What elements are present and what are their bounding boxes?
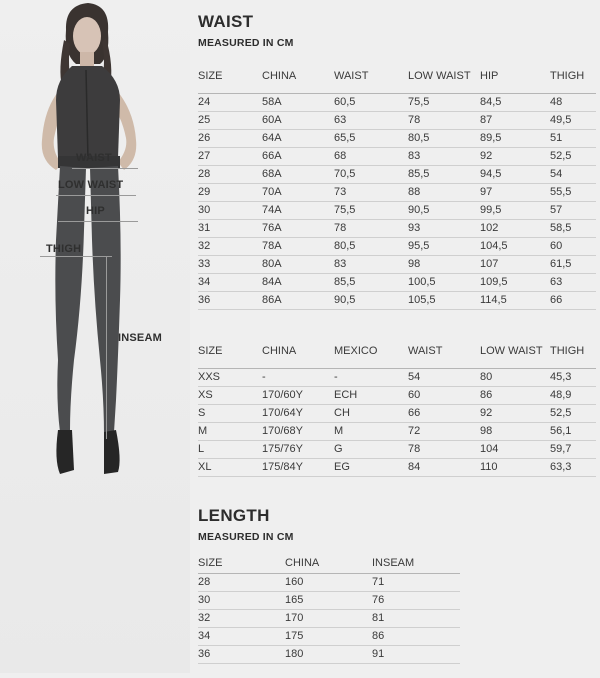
inseam-figure-label: INSEAM [118,332,162,344]
thigh-line [40,256,112,257]
table-cell: 31 [198,219,262,237]
table-row [198,645,460,663]
thigh-figure-label: THIGH [46,243,82,255]
table-cell: 86A [262,291,334,309]
table-row [198,111,596,129]
table-cell: 109,5 [480,273,550,291]
column-header: SIZE [198,553,285,573]
table-cell: 24 [198,93,262,111]
table-header-row [198,60,596,93]
table-cell: 75,5 [408,93,480,111]
table-cell: 58,5 [550,219,596,237]
table-cell: 48,9 [550,386,596,404]
table-cell: 27 [198,147,262,165]
column-header: WAIST [408,334,480,368]
table-cell: 36 [198,291,262,309]
table-cell: 64A [262,129,334,147]
table-cell: 80A [262,255,334,273]
table-cell: M [334,422,408,440]
column-header: WAIST [334,60,408,93]
table-cell: 70,5 [334,165,408,183]
table-cell: 90,5 [408,201,480,219]
table-cell: 33 [198,255,262,273]
table-cell: 54 [550,165,596,183]
column-header: THIGH [550,60,596,93]
table-cell: 102 [480,219,550,237]
table-cell: 72 [408,422,480,440]
table-row [198,219,596,237]
table-cell: 58A [262,93,334,111]
table-row [198,93,596,111]
table-cell: 104 [480,440,550,458]
table-header-row [198,553,460,573]
table-cell: 83 [408,147,480,165]
table-cell: 61,5 [550,255,596,273]
table-cell: 36 [198,645,285,663]
table-cell: 114,5 [480,291,550,309]
table-cell: 66 [550,291,596,309]
table-row [198,386,596,404]
table-cell: 59,7 [550,440,596,458]
column-header: CHINA [262,334,334,368]
table-cell: 48 [550,93,596,111]
table-cell: EG [334,458,408,476]
size-conversion-table [198,334,596,477]
table-cell: 63 [550,273,596,291]
waist-title: WAIST [198,12,254,31]
table-row [198,291,596,309]
table-cell: 71 [372,573,460,591]
table-cell: 75,5 [334,201,408,219]
waist-table [198,60,596,310]
table-cell: 98 [408,255,480,273]
table-cell: 68A [262,165,334,183]
table-row [198,368,596,386]
table-cell: - [262,368,334,386]
column-header: CHINA [285,553,372,573]
table-cell: 85,5 [408,165,480,183]
table-cell: 49,5 [550,111,596,129]
table-cell: 85,5 [334,273,408,291]
table-cell: M [198,422,262,440]
length-subtitle: MEASURED IN CM [198,531,294,543]
table-cell: 60A [262,111,334,129]
table-cell: 175 [285,627,372,645]
table-cell: 107 [480,255,550,273]
table-cell: 94,5 [480,165,550,183]
table-cell: XXS [198,368,262,386]
table-cell: 60 [408,386,480,404]
table-cell: 56,1 [550,422,596,440]
table-cell: 52,5 [550,404,596,422]
table-cell: 170 [285,609,372,627]
column-header: HIP [480,60,550,93]
table-cell: ECH [334,386,408,404]
table-cell: 110 [480,458,550,476]
table-row [198,183,596,201]
table-cell: 99,5 [480,201,550,219]
table-cell: 86 [372,627,460,645]
table-cell: 89,5 [480,129,550,147]
table-cell: 78 [334,219,408,237]
table-cell: 83 [334,255,408,273]
column-header: CHINA [262,60,334,93]
table-row [198,237,596,255]
table-row [198,147,596,165]
column-header: SIZE [198,60,262,93]
table-cell: 32 [198,237,262,255]
column-header: LOW WAIST [408,60,480,93]
waist-line [72,168,138,169]
table-cell: 63 [334,111,408,129]
table-cell: 170/68Y [262,422,334,440]
table-cell: 76 [372,591,460,609]
table-row [198,573,460,591]
table-row [198,422,596,440]
table-cell: 98 [480,422,550,440]
table-cell: 30 [198,591,285,609]
table-cell: 92 [480,147,550,165]
table-cell: 78A [262,237,334,255]
table-cell: L [198,440,262,458]
table-cell: 57 [550,201,596,219]
table-cell: 95,5 [408,237,480,255]
low-waist-line [56,195,136,196]
table-cell: 84 [408,458,480,476]
column-header: THIGH [550,334,596,368]
table-cell: 54 [408,368,480,386]
low-waist-figure-label: LOW WAIST [58,179,124,191]
table-cell: 63,3 [550,458,596,476]
table-cell: 28 [198,573,285,591]
table-cell: 65,5 [334,129,408,147]
table-cell: G [334,440,408,458]
table-cell: 45,3 [550,368,596,386]
table-cell: 170/64Y [262,404,334,422]
table-cell: 104,5 [480,237,550,255]
table-cell: 87 [480,111,550,129]
table-row [198,129,596,147]
table-cell: 51 [550,129,596,147]
column-header: MEXICO [334,334,408,368]
table-cell: 76A [262,219,334,237]
table-cell: 175/84Y [262,458,334,476]
table-cell: 78 [408,440,480,458]
table-row [198,627,460,645]
column-header: LOW WAIST [480,334,550,368]
table-cell: 84,5 [480,93,550,111]
table-cell: 55,5 [550,183,596,201]
table-cell: 34 [198,273,262,291]
table-cell: 81 [372,609,460,627]
table-cell: 86 [480,386,550,404]
table-cell: 91 [372,645,460,663]
table-cell: 90,5 [334,291,408,309]
table-cell: 88 [408,183,480,201]
table-cell: 80,5 [408,129,480,147]
table-cell: 32 [198,609,285,627]
length-table [198,553,460,664]
table-cell: 165 [285,591,372,609]
table-cell: 25 [198,111,262,129]
table-cell: 34 [198,627,285,645]
table-cell: 52,5 [550,147,596,165]
table-cell: 97 [480,183,550,201]
table-cell: 93 [408,219,480,237]
table-cell: 78 [408,111,480,129]
table-cell: CH [334,404,408,422]
table-cell: 66 [408,404,480,422]
table-row [198,273,596,291]
table-row [198,458,596,476]
table-cell: 28 [198,165,262,183]
table-cell: 80,5 [334,237,408,255]
table-row [198,440,596,458]
hip-line [58,221,138,222]
table-row [198,165,596,183]
table-cell: 60,5 [334,93,408,111]
table-cell: 73 [334,183,408,201]
table-cell: XL [198,458,262,476]
table-cell: 175/76Y [262,440,334,458]
table-row [198,201,596,219]
model-figure [0,0,190,673]
table-row [198,255,596,273]
table-row [198,609,460,627]
table-cell: - [334,368,408,386]
table-cell: 105,5 [408,291,480,309]
table-cell: S [198,404,262,422]
waist-subtitle: MEASURED IN CM [198,37,294,49]
length-title: LENGTH [198,506,270,525]
table-cell: 180 [285,645,372,663]
table-cell: 70A [262,183,334,201]
table-cell: 80 [480,368,550,386]
table-cell: 170/60Y [262,386,334,404]
table-cell: 30 [198,201,262,219]
table-cell: 84A [262,273,334,291]
table-row [198,404,596,422]
table-cell: 26 [198,129,262,147]
inseam-line [106,256,107,439]
hip-figure-label: HIP [86,205,105,217]
table-cell: 74A [262,201,334,219]
column-header: SIZE [198,334,262,368]
table-cell: XS [198,386,262,404]
table-cell: 29 [198,183,262,201]
column-header: INSEAM [372,553,460,573]
table-cell: 100,5 [408,273,480,291]
table-cell: 160 [285,573,372,591]
table-cell: 92 [480,404,550,422]
table-row [198,591,460,609]
table-cell: 66A [262,147,334,165]
waist-figure-label: WAIST [76,152,112,164]
table-header-row [198,334,596,368]
table-cell: 60 [550,237,596,255]
table-cell: 68 [334,147,408,165]
